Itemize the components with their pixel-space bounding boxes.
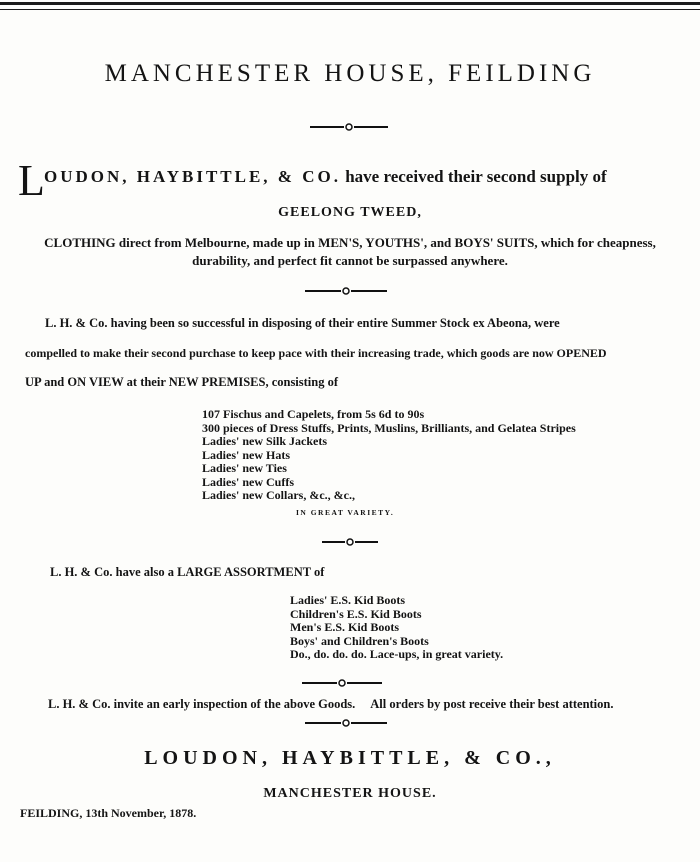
list-item: Ladies' new Collars, &c., &c., <box>202 488 355 502</box>
dateline: FEILDING, 13th November, 1878. <box>20 806 197 820</box>
list-item: Ladies' new Cuffs <box>202 474 295 489</box>
list-item: Men's E.S. Kid Boots <box>290 620 400 634</box>
closing-line: L. H. & Co. invite an early inspection of the above Goods. All orders by post receive their best attention. <box>48 697 614 711</box>
ornament-divider <box>302 677 382 689</box>
ornament-divider <box>305 285 387 297</box>
top-rule <box>0 2 700 10</box>
para3: L. H. & Co. have also a LARGE ASSORTMENT of <box>50 565 325 579</box>
ornament-divider <box>310 121 388 133</box>
list-item: Ladies' new Silk Jackets <box>202 434 328 448</box>
masthead-title: MANCHESTER HOUSE, FEILDING <box>104 60 596 87</box>
boot-list <box>290 594 503 662</box>
firm-name-rest: OUDON, HAYBITTLE, & CO. <box>44 167 341 186</box>
variety-note: IN GREAT VARIETY. <box>296 508 395 517</box>
product-name: GEELONG TWEED, <box>278 205 422 220</box>
clothing-description: CLOTHING direct from Melbourne, made up in MEN'S, YOUTHS', and BOYS' SUITS, which for cheapness, durability, and perfect fit cannot be surpassed anywhere. <box>44 235 656 268</box>
stock-list <box>202 408 576 503</box>
ornament-divider <box>322 536 378 548</box>
ornament-divider <box>305 717 387 729</box>
list-item: Ladies' E.S. Kid Boots <box>290 593 406 607</box>
drop-cap: L <box>18 156 45 205</box>
para2-line3: UP and ON VIEW at their NEW PREMISES, consisting of <box>25 375 339 389</box>
para2-line2: compelled to make their second purchase to keep pace with their increasing trade, which goods are now OPENED <box>25 346 607 360</box>
list-item: 107 Fischus and Capelets, from 5s 6d to 90s <box>202 407 425 421</box>
list-item: Ladies' new Hats <box>202 447 291 462</box>
para2-line1: L. H. & Co. having been so successful in disposing of their entire Summer Stock ex Abeona, were <box>45 316 560 330</box>
list-item: 300 pieces of Dress Stuffs, Prints, Muslins, Brilliants, and Gelatea Stripes <box>202 420 576 435</box>
list-item: Boys' and Children's Boots <box>290 633 429 648</box>
intro-line-rest: have received their second supply of <box>345 167 607 186</box>
list-item: Do., do. do. do. Lace-ups, in great variety. <box>290 647 504 661</box>
signature-firm: LOUDON, HAYBITTLE, & CO., <box>144 747 556 769</box>
list-item: Ladies' new Ties <box>202 461 287 475</box>
list-item: Children's E.S. Kid Boots <box>290 606 422 621</box>
signature-house: MANCHESTER HOUSE. <box>263 786 437 801</box>
